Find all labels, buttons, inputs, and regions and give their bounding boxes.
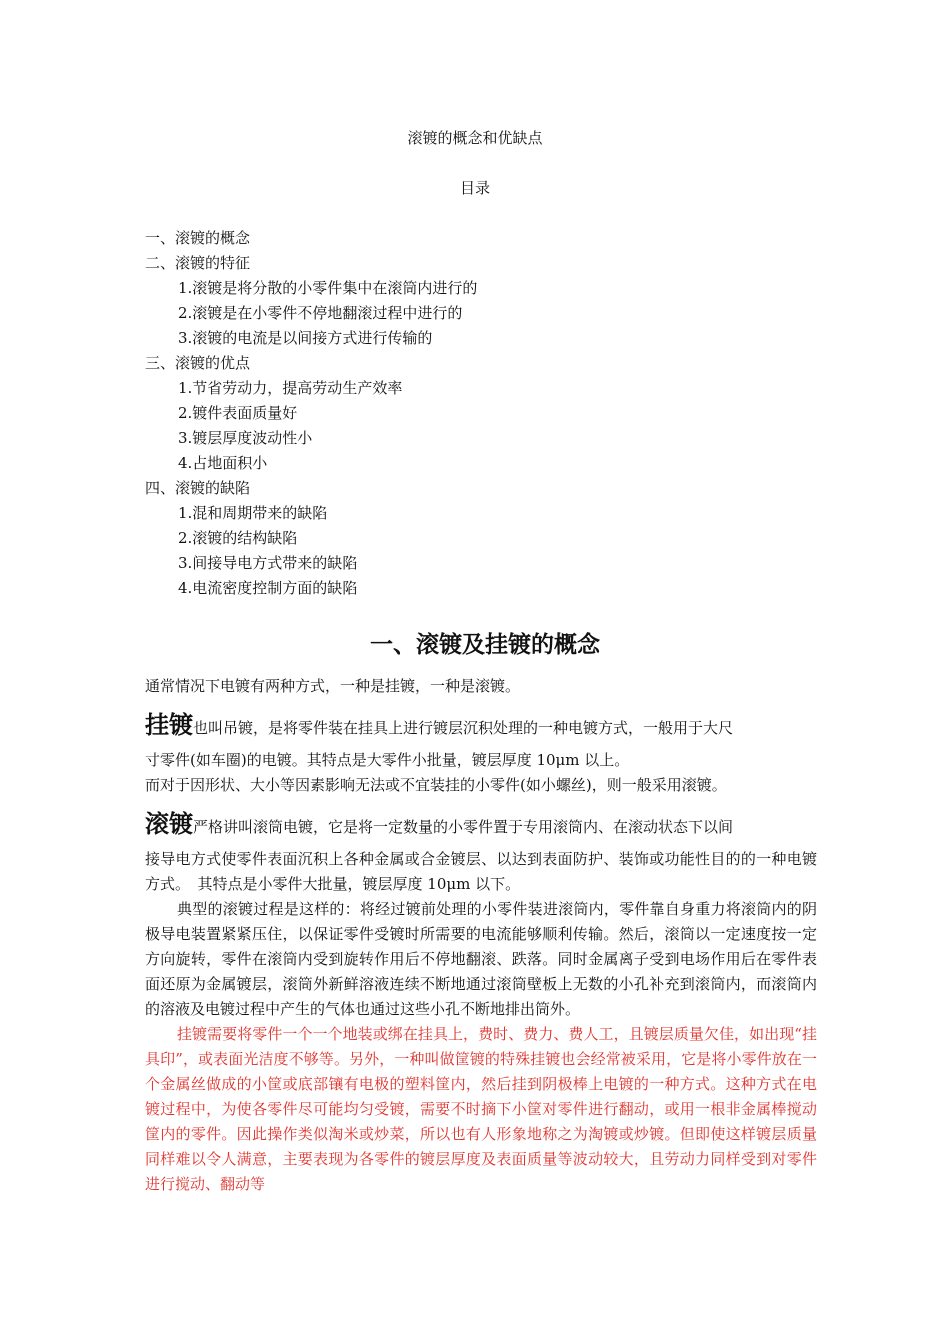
toc-item[interactable]: 2.滚镀是在小零件不停地翻滚过程中进行的 bbox=[178, 304, 463, 322]
toc-item[interactable]: 1.节省劳动力，提高劳动生产效率 bbox=[178, 379, 403, 397]
toc-item[interactable]: 3.间接导电方式带来的缺陷 bbox=[178, 554, 358, 572]
section-heading: 一、滚镀及挂镀的概念 bbox=[370, 632, 600, 658]
document-title: 滚镀的概念和优缺点 bbox=[407, 129, 543, 147]
toc-item[interactable]: 3.镀层厚度波动性小 bbox=[178, 429, 313, 447]
red-paragraph: 挂镀需要将零件一个一个地装或绑在挂具上，费时、费力、费人工，且镀层质量欠佳，如出现“挂具印”，或表面光洁度不够等。另外，一种叫做筐镀的特殊挂镀也会经常被采用，它是将小零件放在一个金属丝做成的小筐或底部镶有电极的塑料筐内，然后挂到阴极棒上电镀的一种方式。这种方式在电镀过程中，为使各零件尽可能均匀受镀，需要不时摘下小筐对零件进行翻动，或用一根非金属棒搅动筐内的零件。因此操作类似淘米或炒菜，所以也有人形象地称之为淘镀或炒镀。但即使这样镀层质量同样难以令人满意，主要表现为各零件的镀层厚度及表面质量等波动较大，且劳动力同样受到对零件进行搅动、翻动等 bbox=[145, 1025, 817, 1193]
barrel-plating-text-2: 接导电方式使零件表面沉积上各种金属或合金镀层、以达到表面防护、装饰或功能性目的的一种电镀方式。 其特点是小零件大批量，镀层厚度 10μm 以下。 bbox=[145, 850, 817, 893]
process-paragraph: 典型的滚镀过程是这样的：将经过镀前处理的小零件装进滚筒内，零件靠自身重力将滚筒内的阴极导电装置紧紧压住，以保证零件受镀时所需要的电流能够顺利传输。然后，滚筒以一定速度按一定方向旋转，零件在滚筒内受到旋转作用后不停地翻滚、跌落。同时金属离子受到电场作用后在零件表面还原为金属镀层，滚筒外新鲜溶液连续不断地通过滚筒壁板上无数的小孔补充到滚筒内，而滚筒内的溶液及电镀过程中产生的气体也通过这些小孔不断地排出筒外。 bbox=[145, 900, 817, 1018]
hang-plating-term: 挂镀 bbox=[145, 711, 193, 739]
hang-plating-paragraph bbox=[145, 705, 817, 748]
toc-item[interactable]: 2.镀件表面质量好 bbox=[178, 404, 298, 422]
hang-plating-text-3: 而对于因形状、大小等因素影响无法或不宜装挂的小零件(如小螺丝)，则一般采用滚镀。 bbox=[145, 776, 727, 794]
table-of-contents bbox=[145, 226, 845, 601]
toc-item[interactable]: 1.混和周期带来的缺陷 bbox=[178, 504, 328, 522]
section-body bbox=[145, 674, 817, 1197]
toc-item[interactable]: 4.占地面积小 bbox=[178, 454, 268, 472]
toc-item[interactable]: 二、滚镀的特征 bbox=[145, 254, 251, 272]
toc-item[interactable]: 1.滚镀是将分散的小零件集中在滚筒内进行的 bbox=[178, 279, 478, 297]
toc-item[interactable]: 四、滚镀的缺陷 bbox=[145, 479, 251, 497]
toc-item[interactable]: 一、滚镀的概念 bbox=[145, 229, 251, 247]
intro-paragraph: 通常情况下电镀有两种方式，一种是挂镀，一种是滚镀。 bbox=[145, 677, 521, 695]
toc-item[interactable]: 三、滚镀的优点 bbox=[145, 354, 251, 372]
hang-plating-text: 也叫吊镀，是将零件装在挂具上进行镀层沉积处理的一种电镀方式，一般用于大尺 bbox=[193, 719, 734, 737]
toc-item[interactable]: 3.滚镀的电流是以间接方式进行传输的 bbox=[178, 329, 433, 347]
barrel-plating-text: 严格讲叫滚筒电镀，它是将一定数量的小零件置于专用滚筒内、在滚动状态下以间 bbox=[193, 818, 734, 836]
barrel-plating-paragraph bbox=[145, 804, 817, 847]
toc-item[interactable]: 2.滚镀的结构缺陷 bbox=[178, 529, 298, 547]
toc-heading: 目录 bbox=[459, 179, 490, 197]
toc-item[interactable]: 4.电流密度控制方面的缺陷 bbox=[178, 579, 358, 597]
hang-plating-text-2: 寸零件(如车圈)的电镀。其特点是大零件小批量，镀层厚度 10μm 以上。 bbox=[145, 751, 630, 769]
barrel-plating-term: 滚镀 bbox=[145, 810, 193, 838]
